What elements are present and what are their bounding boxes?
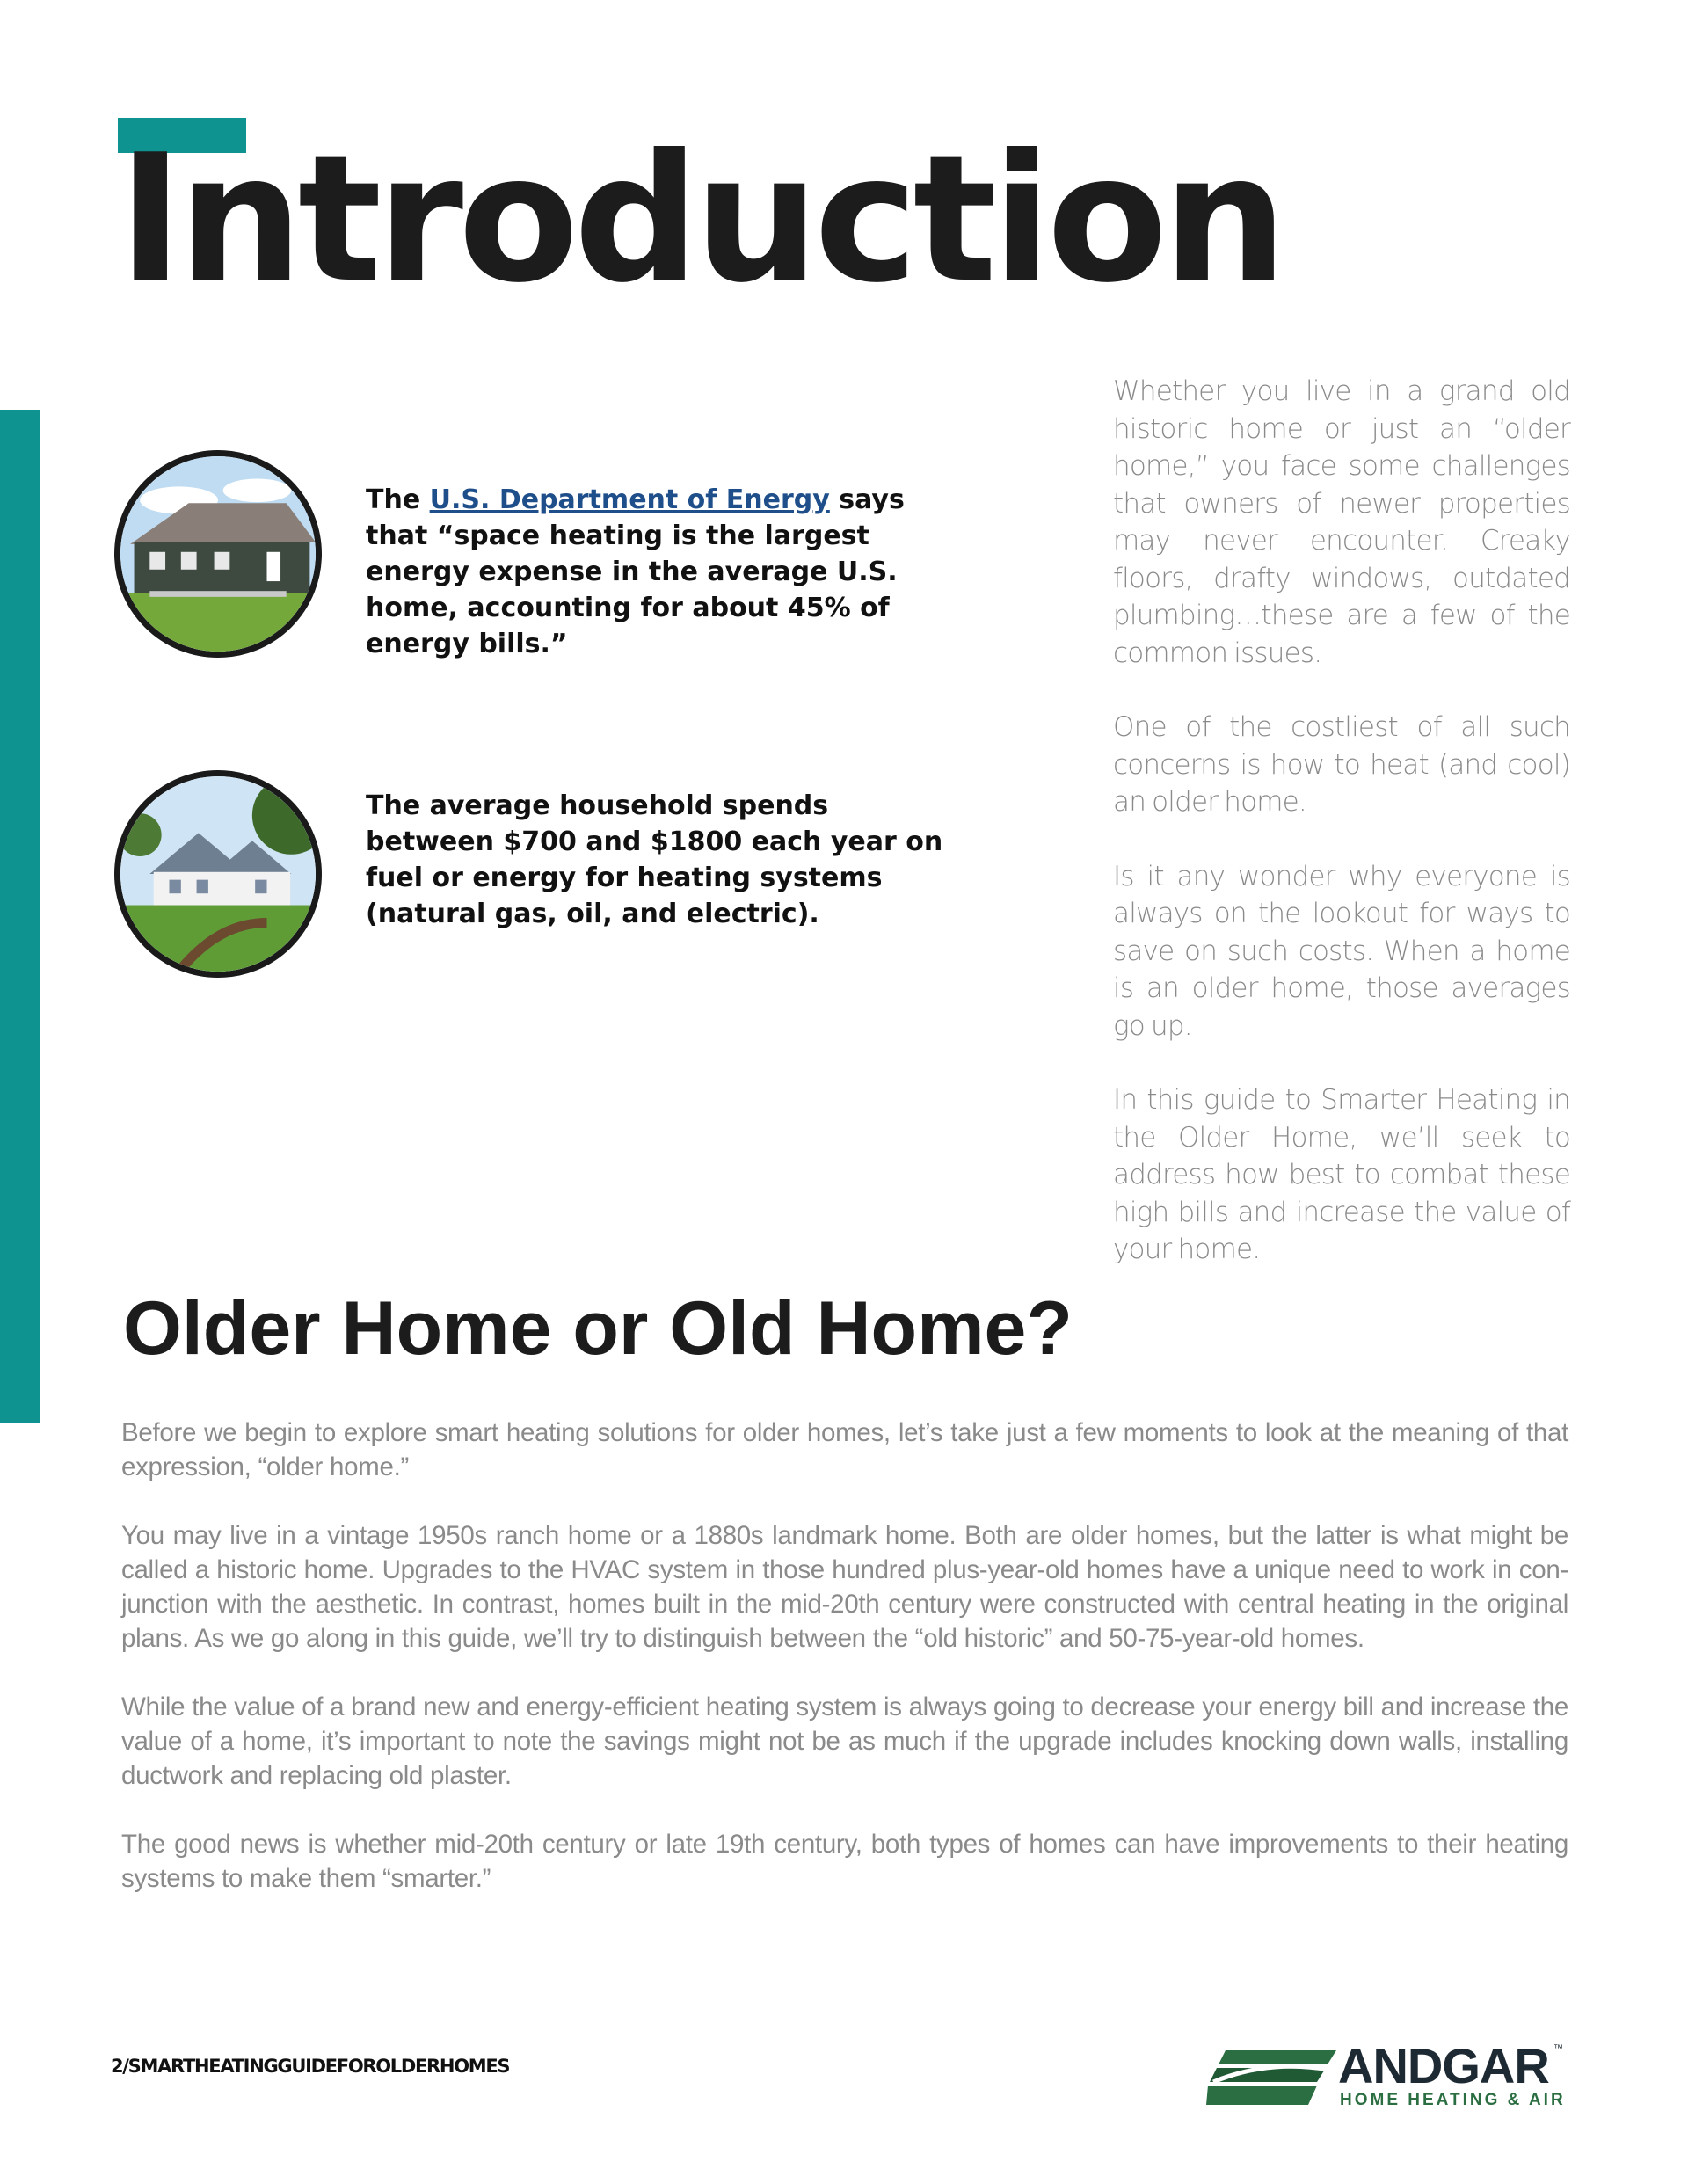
ranch-house-photo [114,450,322,658]
body-paragraph: You may live in a vintage 1950s ranch home or a 1880s landmark home. Both are older homes, but the latter is what might be called a historic home. Upgrades to the HVAC system in those hundred plus-year-old homes have a unique need to work in con-junction with the aesthetic. In contrast, homes built in the mid-20th century were constructed with central heating in the original plans. As we go along in this guide, we’ll try to distinguish between the “old historic” and 50-75-year-old homes. [121,1521,1568,1653]
intro-column [1113,373,1570,1306]
household-spend-callout: The average household spends between $700 and $1800 each year on fuel or energy for heating systems (natural gas, oil, and electric). [366,790,943,929]
cottage-house-photo [114,770,322,978]
accent-bar-side [0,410,40,1423]
doe-callout-prefix: The [366,484,430,515]
page-title: Introduction [118,117,1283,322]
intro-paragraph: Whether you live in a grand old historic home or just an “older home,” you face some challenges that owners of newer properties may never encounter. Creaky floors, drafty windows, outdated plumbing…these are a few of the common issues. [1113,375,1570,669]
doe-link[interactable]: U.S. Department of Energy [429,484,830,515]
andgar-logo-mark-icon [1206,2050,1336,2105]
logo-tagline: HOME HEATING & AIR [1340,2091,1566,2109]
body-paragraph: The good news is whether mid-20th century or late 19th century, both types of homes can have improvements to their heating systems to make them “smarter.” [121,1830,1568,1893]
intro-paragraph: Is it any wonder why everyone is always on the lookout for ways to save on such costs. When a home is an older home, those averages go up. [1113,860,1570,1042]
section-body [121,1416,1568,1930]
body-paragraph: Before we begin to explore smart heating solutions for older homes, let’s take just a few moments to look at the meaning of that expression, “older home.” [121,1418,1568,1481]
andgar-logo [1206,2038,1575,2112]
intro-paragraph: In this guide to Smarter Heating in the Older Home, we’ll seek to address how best to combat these high bills and increase the value of your home. [1113,1084,1570,1265]
body-paragraph: While the value of a brand new and energy-efficient heating system is always going to decrease your energy bill and increase the value of a home, it’s important to note the savings might not be as much if the upgrade includes knocking down walls, installing ductwork and replacing old plaster. [121,1693,1568,1790]
intro-paragraph: One of the costliest of all such concerns is how to heat (and cool) an older home. [1113,711,1570,818]
logo-trademark: ™ [1553,2043,1563,2054]
page-footer-label: 2/SMARTHEATINGGUIDEFOROLDERHOMES [111,2056,510,2077]
doe-callout-text: says that “space heating is the largest energy expense in the average U.S. home, accounting for about 45% of energy bills.” [366,484,905,659]
logo-name: ANDGAR [1338,2038,1549,2093]
section-title: Older Home or Old Home? [123,1286,1073,1371]
doe-callout [366,482,964,662]
